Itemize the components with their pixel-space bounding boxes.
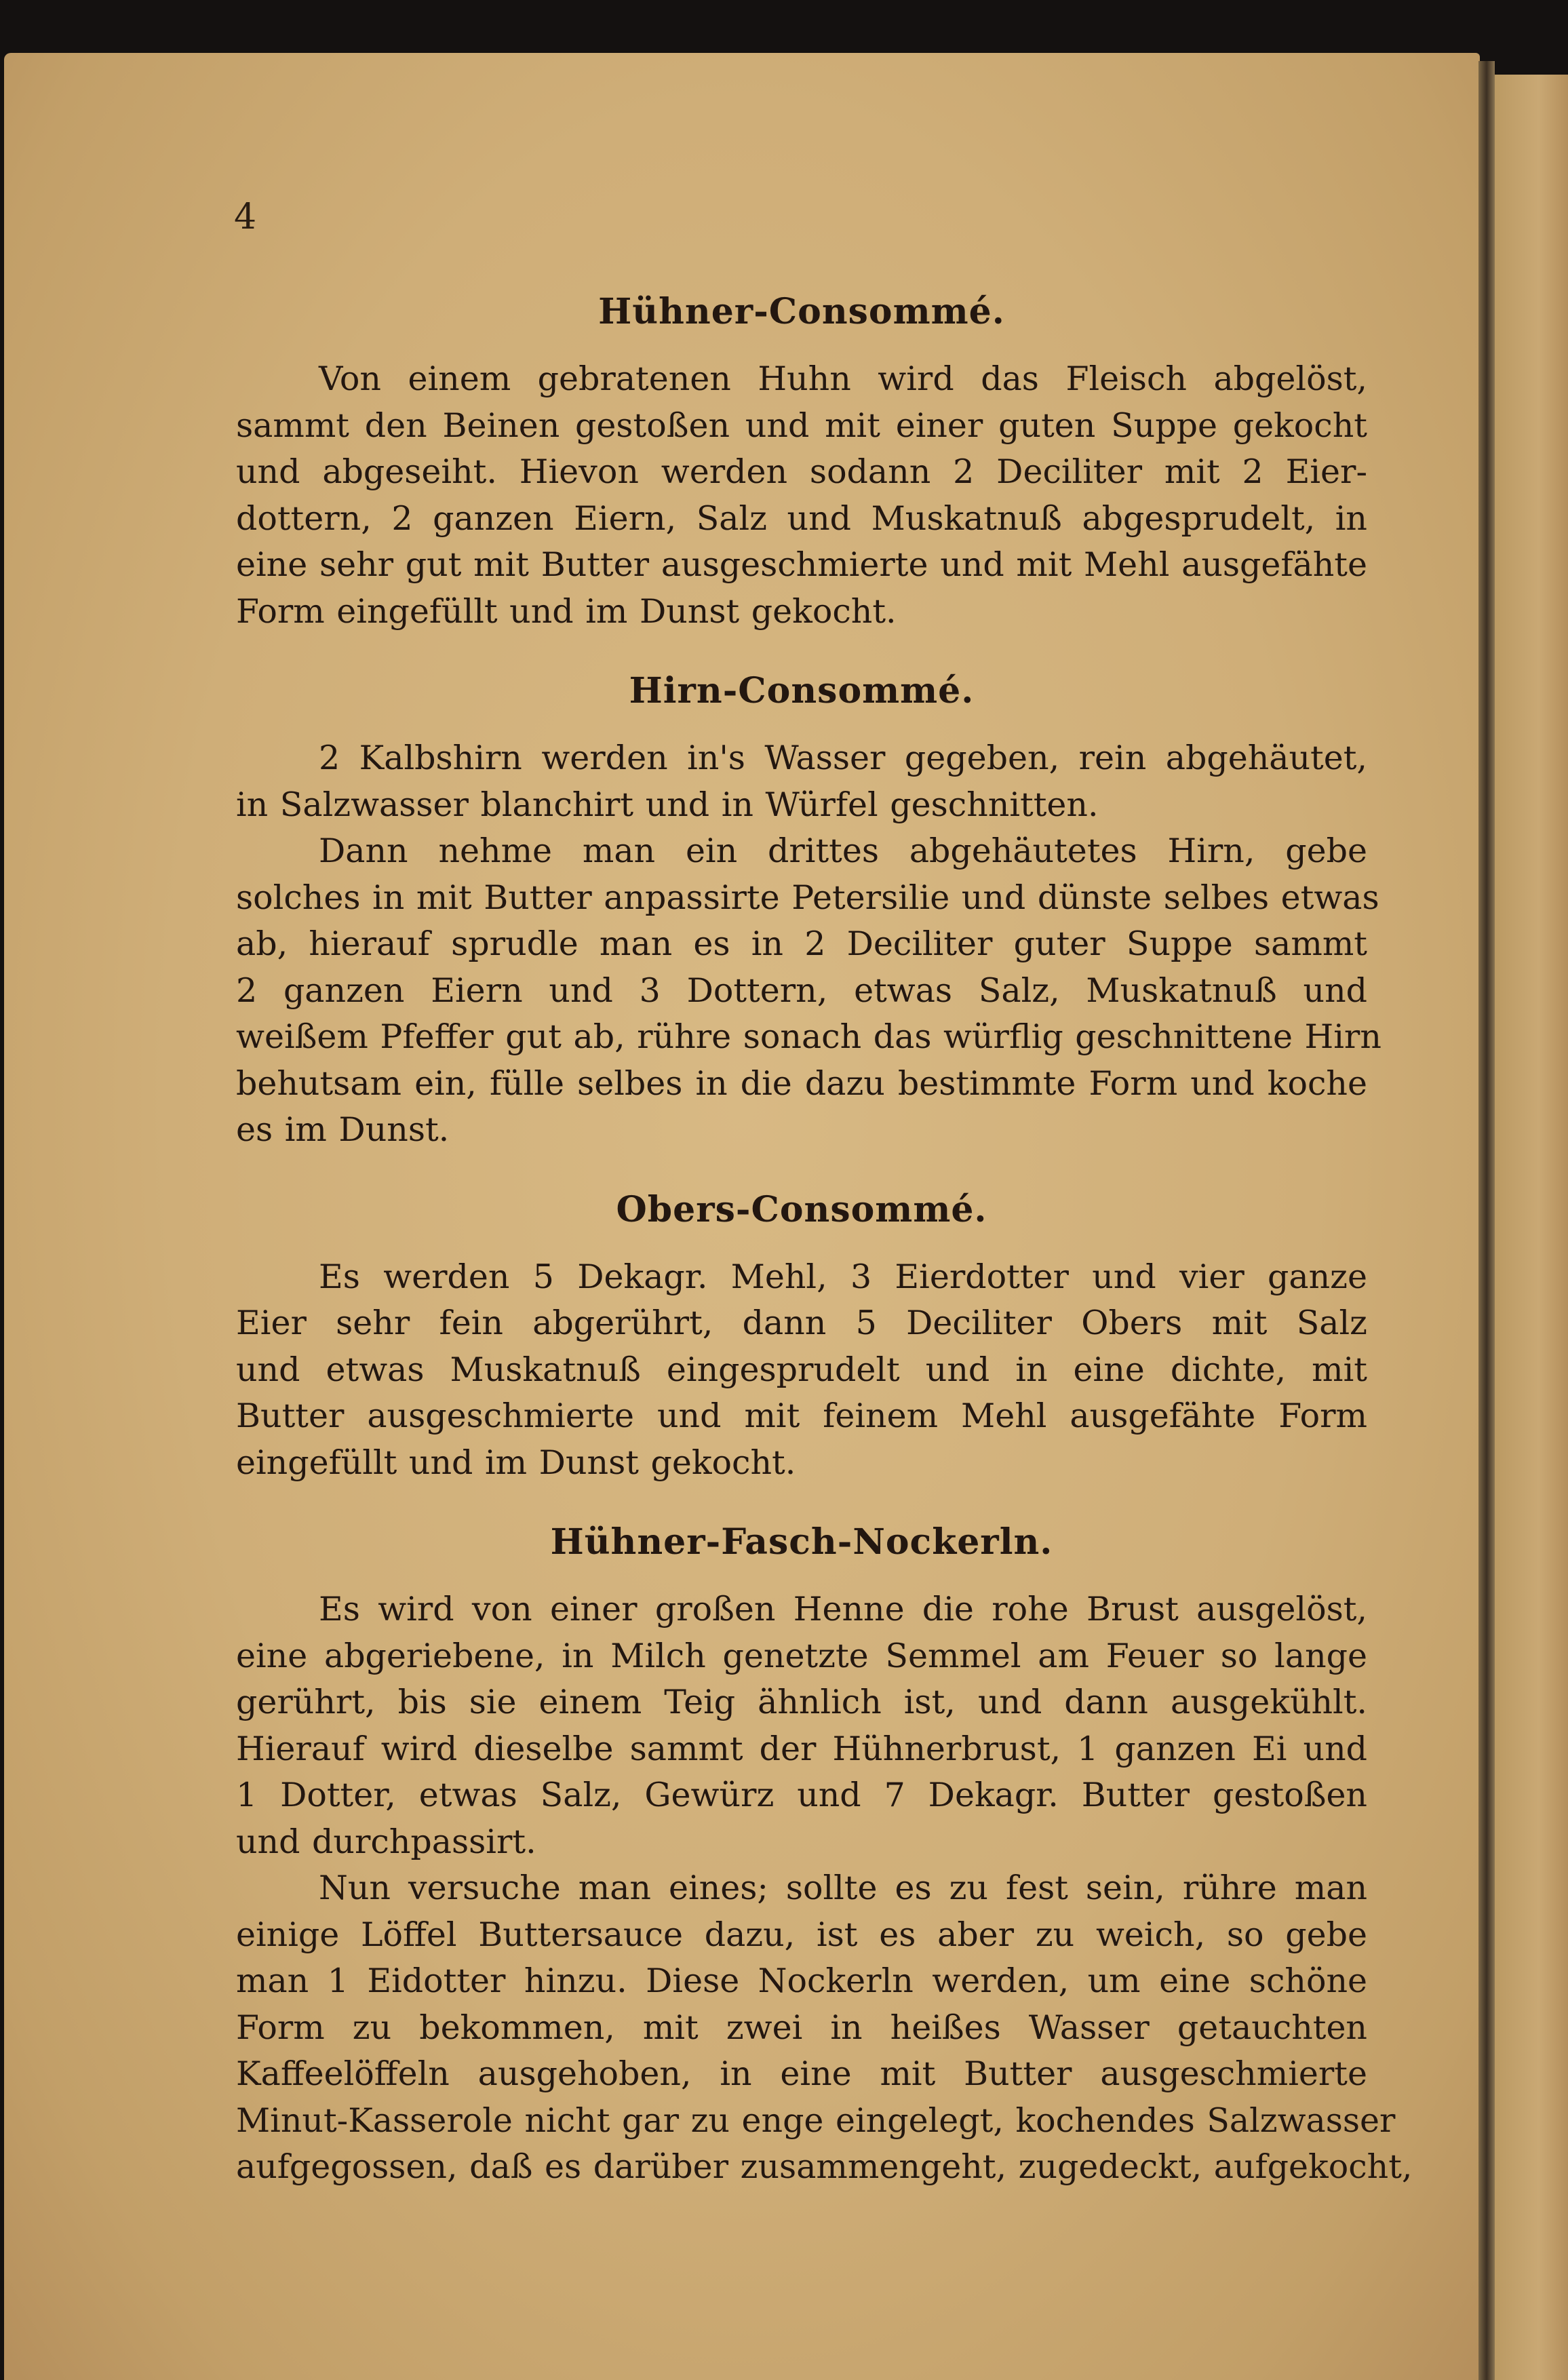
text-line: Dann nehme man ein drittes abgehäutetes Hirn, gebe — [319, 832, 1367, 870]
text-line: Form zu bekommen, mit zwei in heißes Wasser getauchten — [236, 2008, 1367, 2047]
recipe-paragraph — [236, 1865, 1413, 2191]
text-line: Von einem gebratenen Huhn wird das Fleisch abgelöst, — [319, 359, 1367, 398]
recipe-section — [236, 1512, 1413, 2191]
recipe-paragraph — [236, 356, 1367, 635]
recipe-paragraph — [236, 735, 1367, 828]
recipe-paragraph — [236, 1254, 1367, 1487]
recipe-heading: Hühner-Consommé. — [598, 291, 1005, 332]
text-line: 2 ganzen Eiern und 3 Dottern, etwas Salz, Muskatnuß und — [236, 971, 1367, 1010]
recipe-heading: Hirn-Consommé. — [629, 670, 975, 711]
text-column — [236, 281, 1413, 2191]
text-line: es im Dunst. — [236, 1110, 450, 1149]
text-line: sammt den Beinen gestoßen und mit einer guten Suppe gekocht — [236, 406, 1367, 445]
text-line: eine sehr gut mit Butter ausgeschmierte und mit Mehl ausgefähte — [236, 545, 1367, 584]
section-spacer — [236, 635, 1367, 661]
text-line: Minut-Kasserole nicht gar zu enge eingelegt, kochendes Salzwasser — [236, 2101, 1396, 2140]
text-line: ab, hierauf sprudle man es in 2 Deciliter guter Suppe sammt — [236, 924, 1367, 963]
text-line: gerührt, bis sie einem Teig ähnlich ist, und dann ausgekühlt. — [236, 1683, 1367, 1721]
text-line: solches in mit Butter anpassirte Petersilie und dünste selbes etwas — [236, 878, 1379, 917]
text-line: und etwas Muskatnuß eingesprudelt und in eine dichte, mit — [236, 1350, 1367, 1389]
recipe-paragraph — [236, 828, 1381, 1154]
recipe-section — [236, 1179, 1367, 1513]
text-line: in Salzwasser blanchirt und in Würfel geschnitten. — [236, 785, 1099, 824]
text-line: weißem Pfeffer gut ab, rühre sonach das würflig geschnittene Hirn — [236, 1017, 1381, 1056]
section-spacer — [236, 1486, 1367, 1512]
text-line: eine abgeriebene, in Milch genetzte Semmel am Feuer so lange — [236, 1636, 1367, 1675]
text-line: dottern, 2 ganzen Eiern, Salz und Muskatnuß abgesprudelt, in — [236, 499, 1367, 538]
text-line: Es wird von einer großen Henne die rohe Brust ausgelöst, — [319, 1590, 1367, 1628]
text-line: aufgegossen, daß es darüber zusammengeht, zugedeckt, aufgekocht, — [236, 2147, 1413, 2186]
text-line: Hierauf wird dieselbe sammt der Hühnerbrust, 1 ganzen Ei und — [236, 1729, 1367, 1768]
text-line: behutsam ein, fülle selbes in die dazu bestimmte Form und koche — [236, 1064, 1367, 1103]
recipe-heading: Hühner-Fasch-Nockerln. — [550, 1521, 1053, 1563]
text-line: 1 Dotter, etwas Salz, Gewürz und 7 Dekagr. Butter gestoßen — [236, 1776, 1367, 1814]
text-line: und durchpassirt. — [236, 1822, 536, 1861]
text-line: einige Löffel Buttersauce dazu, ist es aber zu weich, so gebe — [236, 1915, 1367, 1954]
text-line: Kaffeelöffeln ausgehoben, in eine mit Butter ausgeschmierte — [236, 2054, 1367, 2093]
recipe-section — [236, 281, 1367, 661]
recipe-paragraph — [236, 1586, 1367, 1865]
text-line: und abgeseiht. Hievon werden sodann 2 Deciliter mit 2 Eier- — [236, 452, 1367, 491]
section-spacer — [236, 1154, 1367, 1179]
adjacent-page-edge — [1495, 75, 1568, 2380]
text-line: 2 Kalbshirn werden in's Wasser gegeben, rein abgehäutet, — [319, 739, 1367, 777]
recipe-section — [236, 661, 1381, 1179]
text-line: man 1 Eidotter hinzu. Diese Nockerln werden, um eine schöne — [236, 1962, 1367, 2000]
recipe-heading: Obers-Consommé. — [616, 1188, 987, 1230]
text-line: eingefüllt und im Dunst gekocht. — [236, 1443, 796, 1482]
book-gutter — [1478, 61, 1495, 2380]
text-line: Nun versuche man eines; sollte es zu fest sein, rühre man — [319, 1869, 1367, 1907]
page-number: 4 — [234, 197, 257, 237]
text-line: Butter ausgeschmierte und mit feinem Mehl ausgefähte Form — [236, 1397, 1367, 1435]
text-line: Eier sehr fein abgerührt, dann 5 Deciliter Obers mit Salz — [236, 1304, 1367, 1342]
text-line: Form eingefüllt und im Dunst gekocht. — [236, 591, 897, 631]
text-line: Es werden 5 Dekagr. Mehl, 3 Eierdotter und vier ganze — [319, 1257, 1367, 1296]
